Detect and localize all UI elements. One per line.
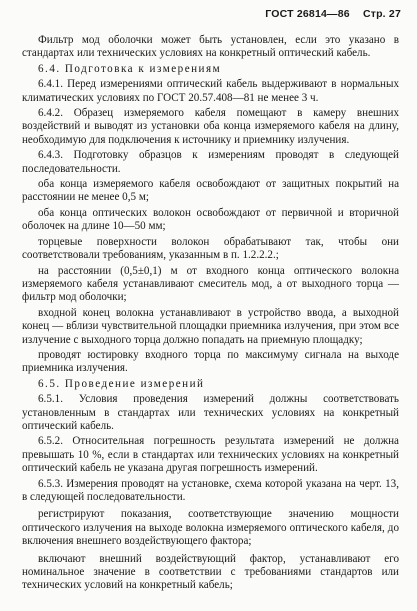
document-body xyxy=(22,34,399,595)
page-number: Стр. 27 xyxy=(362,8,401,20)
paragraph: 6.4.2. Образец измеряемого кабеля помещают в камеру внешних воздействий и выводят из установки оба конца измеряемого кабеля на длину, необходимую для подключения к источнику и приемнику излучения. xyxy=(22,107,399,146)
list-item: торцевые поверхности волокон обрабатывают так, чтобы они соответствовали требованиям, указанным в п. 1.2.2.2.; xyxy=(22,235,399,262)
paragraph: 6.5.2. Относительная погрешность результата измерений не должна превышать 10 %, если в стандартах или технических условиях на конкретный оптический кабель не указана другая погрешность измерений. xyxy=(22,435,399,475)
paragraph: 6.5.1. Условия проведения измерений должны соответствовать установленным в стандартах или технических условиях на конкретный оптический кабель. xyxy=(22,393,399,432)
list-item: на расстоянии (0,5±0,1) м от входного конца оптического волокна измеряемого кабеля устанавливают смеситель мод, а от выходного торца — фильтр мод оболочки; xyxy=(22,264,399,304)
section-heading: 6.5. Проведение измерений xyxy=(38,377,205,390)
list-item: входной конец волокна устанавливают в устройство ввода, а выходной конец — вблизи чувствительной площадки приемника излучения, при этом все излучение с выходного торца должно попадать на приемную площадку; xyxy=(22,306,399,346)
paragraph: 6.4.1. Перед измерениями оптический кабель выдерживают в нормальных климатических условиях по ГОСТ 20.57.408—81 не менее 3 ч. xyxy=(22,78,399,104)
list-item: оба конца оптических волокон освобождают от первичной и вторичной оболочек на длине 10—50 мм; xyxy=(22,206,399,233)
paragraph: 6.4.3. Подготовку образцов к измерениям проводят в следующей последовательности. xyxy=(22,149,399,175)
page-header xyxy=(265,8,401,20)
list-item: оба конца измеряемого кабеля освобождают от защитных покрытий на расстоянии не менее 0,5 м; xyxy=(22,178,399,204)
list-item: включают внешний воздействующий фактор, устанавливают его номинальное значение в соответствии с требованиями стандартов или технических условий на конкретный кабель; xyxy=(22,552,399,592)
standard-number: ГОСТ 26814—86 xyxy=(265,8,350,20)
section-heading: 6.4. Подготовка к измерениям xyxy=(38,62,222,75)
paragraph: Фильтр мод оболочки может быть установлен, если это указано в стандартах или технических условиях на конкретный оптический кабель. xyxy=(22,34,399,60)
list-item: регистрируют показания, соответствующие значению мощности оптического излучения на выходе волокна измеряемого оптического кабеля, до включения внешнего воздействующего фактора; xyxy=(22,508,399,548)
list-item: проводят юстировку входного торца по максимуму сигнала на выходе приемника излучения. xyxy=(22,348,399,375)
paragraph: 6.5.3. Измерения проводят на установке, схема которой указана на черт. 13, в следующей последовательности. xyxy=(22,477,399,503)
